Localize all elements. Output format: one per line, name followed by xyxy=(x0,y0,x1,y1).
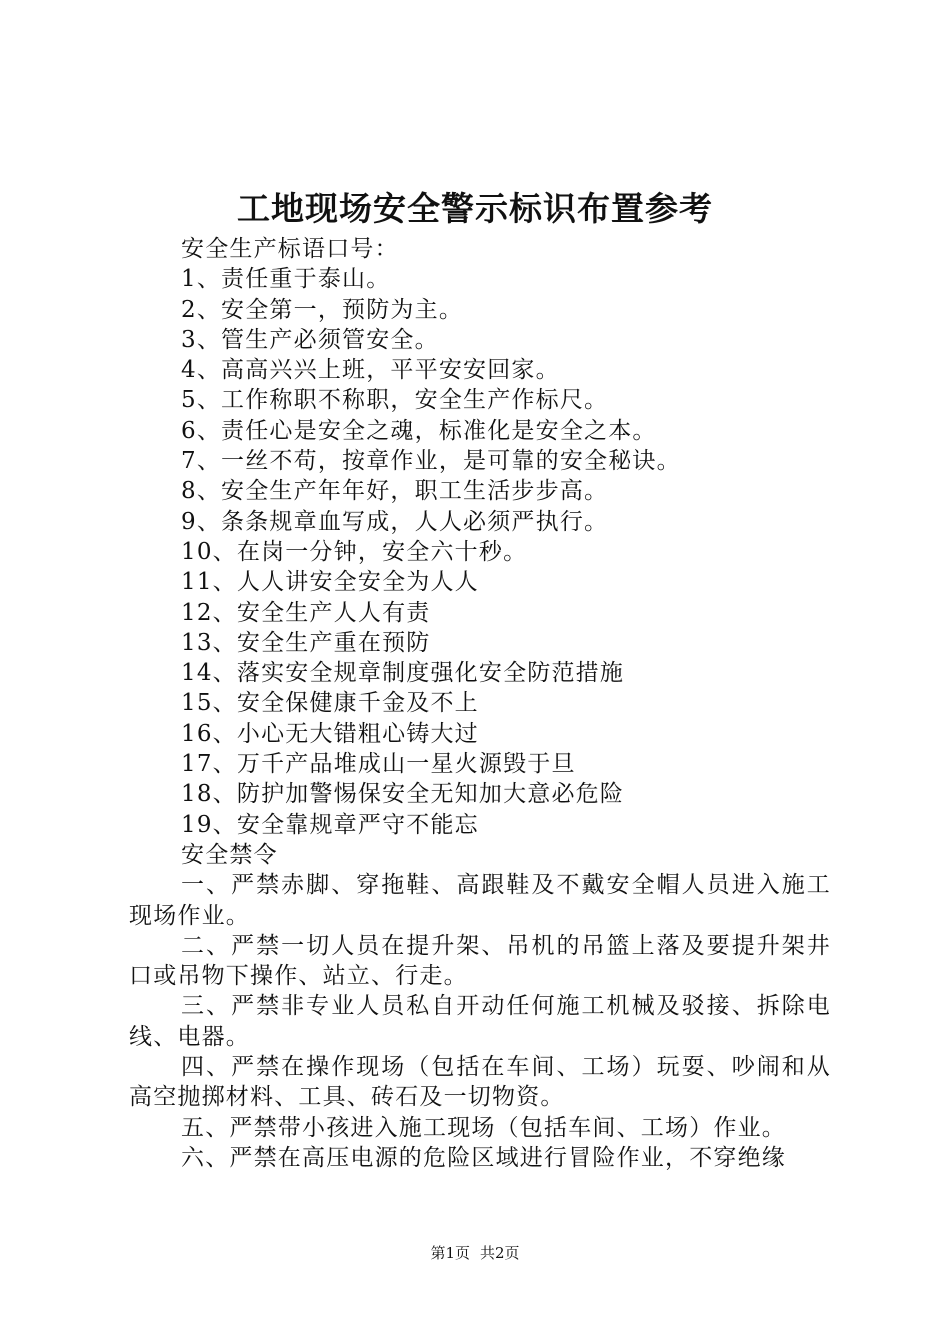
page-total: 共2页 xyxy=(480,1244,520,1262)
document-title: 工地现场安全警示标识布置参考 xyxy=(237,189,713,228)
slogan-item: 14、落实安全规章制度强化安全防范措施 xyxy=(181,660,625,687)
slogan-item: 8、安全生产年年好，职工生活步步高。 xyxy=(181,478,609,505)
prohibition-list xyxy=(129,870,831,1173)
prohibition-item: 五、严禁带小孩进入施工现场（包括车间、工场）作业。 xyxy=(181,1114,786,1141)
slogan-item: 1、责任重于泰山。 xyxy=(181,266,391,293)
slogan-item: 7、一丝不苟，按章作业，是可靠的安全秘诀。 xyxy=(181,448,681,475)
slogan-item: 13、安全生产重在预防 xyxy=(181,629,431,656)
document-body xyxy=(129,234,831,1173)
slogan-item: 16、小心无大错粗心铸大过 xyxy=(181,720,479,747)
slogan-item: 10、在岗一分钟，安全六十秒。 xyxy=(181,538,528,565)
slogan-item: 2、安全第一，预防为主。 xyxy=(181,296,464,323)
slogan-item: 3、管生产必须管安全。 xyxy=(181,326,439,353)
slogan-item: 4、高高兴兴上班，平平安安回家。 xyxy=(181,357,560,384)
slogan-list xyxy=(129,264,831,840)
slogan-item: 18、防护加警惕保安全无知加大意必危险 xyxy=(181,781,625,808)
prohibition-item: 四、严禁在操作现场（包括在车间、工场）玩耍、吵闹和从高空抛掷材料、工具、砖石及一切物资。 xyxy=(129,1054,831,1111)
prohibition-item: 二、严禁一切人员在提升架、吊机的吊篮上落及要提升架井口或吊物下操作、站立、行走。 xyxy=(129,932,831,990)
slogan-item: 9、条条规章血写成，人人必须严执行。 xyxy=(181,508,609,535)
prohibition-item: 六、严禁在高压电源的危险区域进行冒险作业，不穿绝缘 xyxy=(181,1144,786,1171)
slogan-item: 11、人人讲安全安全为人人 xyxy=(181,569,479,596)
page-footer xyxy=(0,1242,950,1264)
prohibition-item: 一、严禁赤脚、穿拖鞋、高跟鞋及不戴安全帽人员进入施工现场作业。 xyxy=(129,872,831,929)
slogan-item: 19、安全靠规章严守不能忘 xyxy=(181,811,479,838)
slogans-heading: 安全生产标语口号： xyxy=(181,236,399,262)
slogan-item: 5、工作称职不称职，安全生产作标尺。 xyxy=(181,387,609,414)
prohibition-item: 三、严禁非专业人员私自开动任何施工机械及驳接、拆除电线、电器。 xyxy=(129,993,831,1050)
page-number: 第1页 xyxy=(430,1244,470,1262)
prohibitions-heading: 安全禁令 xyxy=(181,841,278,868)
slogan-item: 6、责任心是安全之魂，标准化是安全之本。 xyxy=(181,417,657,444)
slogan-item: 17、万千产品堆成山一星火源毁于旦 xyxy=(181,751,576,778)
slogan-item: 15、安全保健康千金及不上 xyxy=(181,690,479,717)
slogan-item: 12、安全生产人人有责 xyxy=(181,599,431,626)
